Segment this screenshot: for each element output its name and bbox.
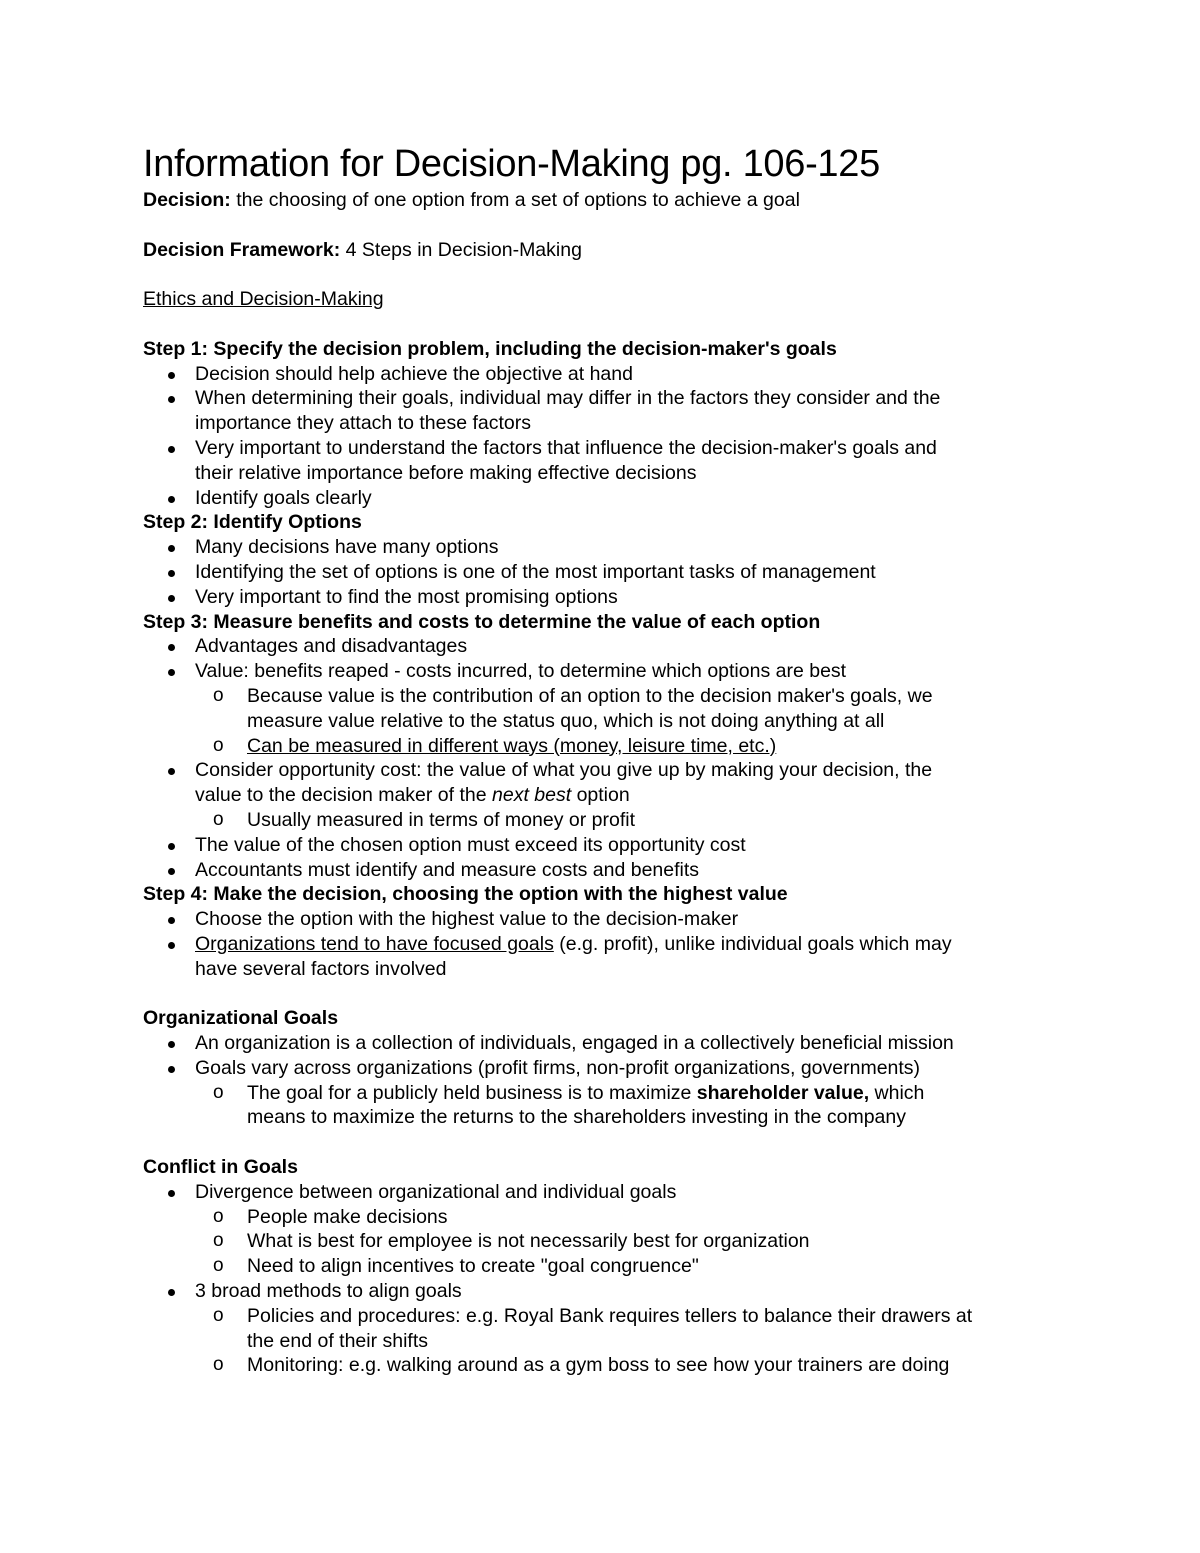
bullet-icon [168,1066,175,1073]
decision-framework [143,238,1063,263]
bullet-icon [168,1190,175,1197]
sub-list-item: o Can be measured in different ways (money, leisure time, etc.) [213,734,777,757]
org-goals-list [143,1031,1063,1130]
step1-list [143,362,1063,511]
list-item: Goals vary across organizations (profit firms, non-profit organizations, governments) [143,1056,1063,1081]
circle-bullet-icon: o [213,684,224,706]
sub-list-item: o Monitoring: e.g. walking around as a gym boss to see how your trainers are doing [213,1354,950,1377]
sub-list-item: o The goal for a publicly held business is to maximize shareholder value, which means to maximize the returns to the shareholders investing in the company [213,1081,925,1129]
sub-list-item: o People make decisions [213,1205,448,1228]
bullet-icon [168,1041,175,1048]
list-item: Value: benefits reaped - costs incurred, to determine which options are best [143,659,1063,684]
bullet-icon [168,868,175,875]
bullet-icon [168,372,175,379]
sub-list-item: o Usually measured in terms of money or profit [213,808,635,831]
list-item: An organization is a collection of individuals, engaged in a collectively beneficial mission [143,1031,1063,1056]
circle-bullet-icon: o [213,1255,224,1277]
list-item: Organizations tend to have focused goals (e.g. profit), unlike individual goals which may have several factors involved [143,932,1063,982]
bullet-icon [168,496,175,503]
sub-list-item: o Policies and procedures: e.g. Royal Bank requires tellers to balance their drawers at the end of their shifts [213,1304,973,1352]
page-title: Information for Decision-Making pg. 106-125 [143,143,880,185]
conflict-heading: Conflict in Goals [143,1156,298,1179]
circle-bullet-icon: o [213,734,224,756]
framework-text: 4 Steps in Decision-Making [340,238,582,261]
list-item: The value of the chosen option must exceed its opportunity cost [143,833,1063,858]
list-item: Divergence between organizational and individual goals [143,1180,1063,1205]
circle-bullet-icon: o [213,1205,224,1227]
decision-text: the choosing of one option from a set of options to achieve a goal [230,189,800,211]
bullet-icon [168,570,175,577]
bullet-icon [168,545,175,552]
document-page [143,140,1063,1378]
ethics-heading: Ethics and Decision-Making [143,288,384,311]
list-item: When determining their goals, individual may differ in the factors they consider and the importance they attach to these factors [143,386,1063,436]
bullet-icon [168,446,175,453]
bullet-icon [168,396,175,403]
list-item: Very important to understand the factors that influence the decision-maker's goals and their relative importance before making effective decisions [143,436,1063,486]
step4-heading: Step 4: Make the decision, choosing the option with the highest value [143,883,788,906]
bullet-icon [168,669,175,676]
list-item: Decision should help achieve the objective at hand [143,362,1063,387]
step4-list [143,907,1063,981]
conflict-list [143,1180,1063,1378]
list-item: Many decisions have many options [143,535,1063,560]
list-item: Identify goals clearly [143,486,1063,511]
sub-list-item: o Because value is the contribution of an option to the decision maker's goals, we measure value relative to the status quo, which is not doing anything at all [213,684,933,732]
circle-bullet-icon: o [213,808,224,830]
org-goals-heading: Organizational Goals [143,1007,339,1030]
list-item: Advantages and disadvantages [143,634,1063,659]
step3-list [143,634,1063,882]
sub-list-item: o Need to align incentives to create "goal congruence" [213,1255,699,1278]
bullet-icon [168,942,175,949]
bullet-icon [168,843,175,850]
framework-label: Decision Framework: [143,238,341,261]
circle-bullet-icon: o [213,1304,224,1326]
list-item: Consider opportunity cost: the value of what you give up by making your decision, the value to the decision maker of the next best option [143,758,1063,808]
bullet-icon [168,917,175,924]
bullet-icon [168,644,175,651]
list-item: Very important to find the most promising options [143,585,1063,610]
circle-bullet-icon: o [213,1354,224,1376]
list-item: Accountants must identify and measure costs and benefits [143,858,1063,883]
step2-heading: Step 2: Identify Options [143,511,362,534]
list-item: Identifying the set of options is one of the most important tasks of management [143,560,1063,585]
bullet-icon [168,768,175,775]
circle-bullet-icon: o [213,1081,224,1103]
step1-heading: Step 1: Specify the decision problem, including the decision-maker's goals [143,337,837,360]
step3-heading: Step 3: Measure benefits and costs to determine the value of each option [143,610,821,633]
sub-list-item: o What is best for employee is not necessarily best for organization [213,1230,810,1253]
decision-label: Decision: [143,189,231,211]
bullet-icon [168,595,175,602]
circle-bullet-icon: o [213,1230,224,1252]
decision-definition [143,188,1063,213]
list-item: 3 broad methods to align goals [143,1279,1063,1304]
step2-list [143,535,1063,609]
bullet-icon [168,1289,175,1296]
list-item: Choose the option with the highest value to the decision-maker [143,907,1063,932]
